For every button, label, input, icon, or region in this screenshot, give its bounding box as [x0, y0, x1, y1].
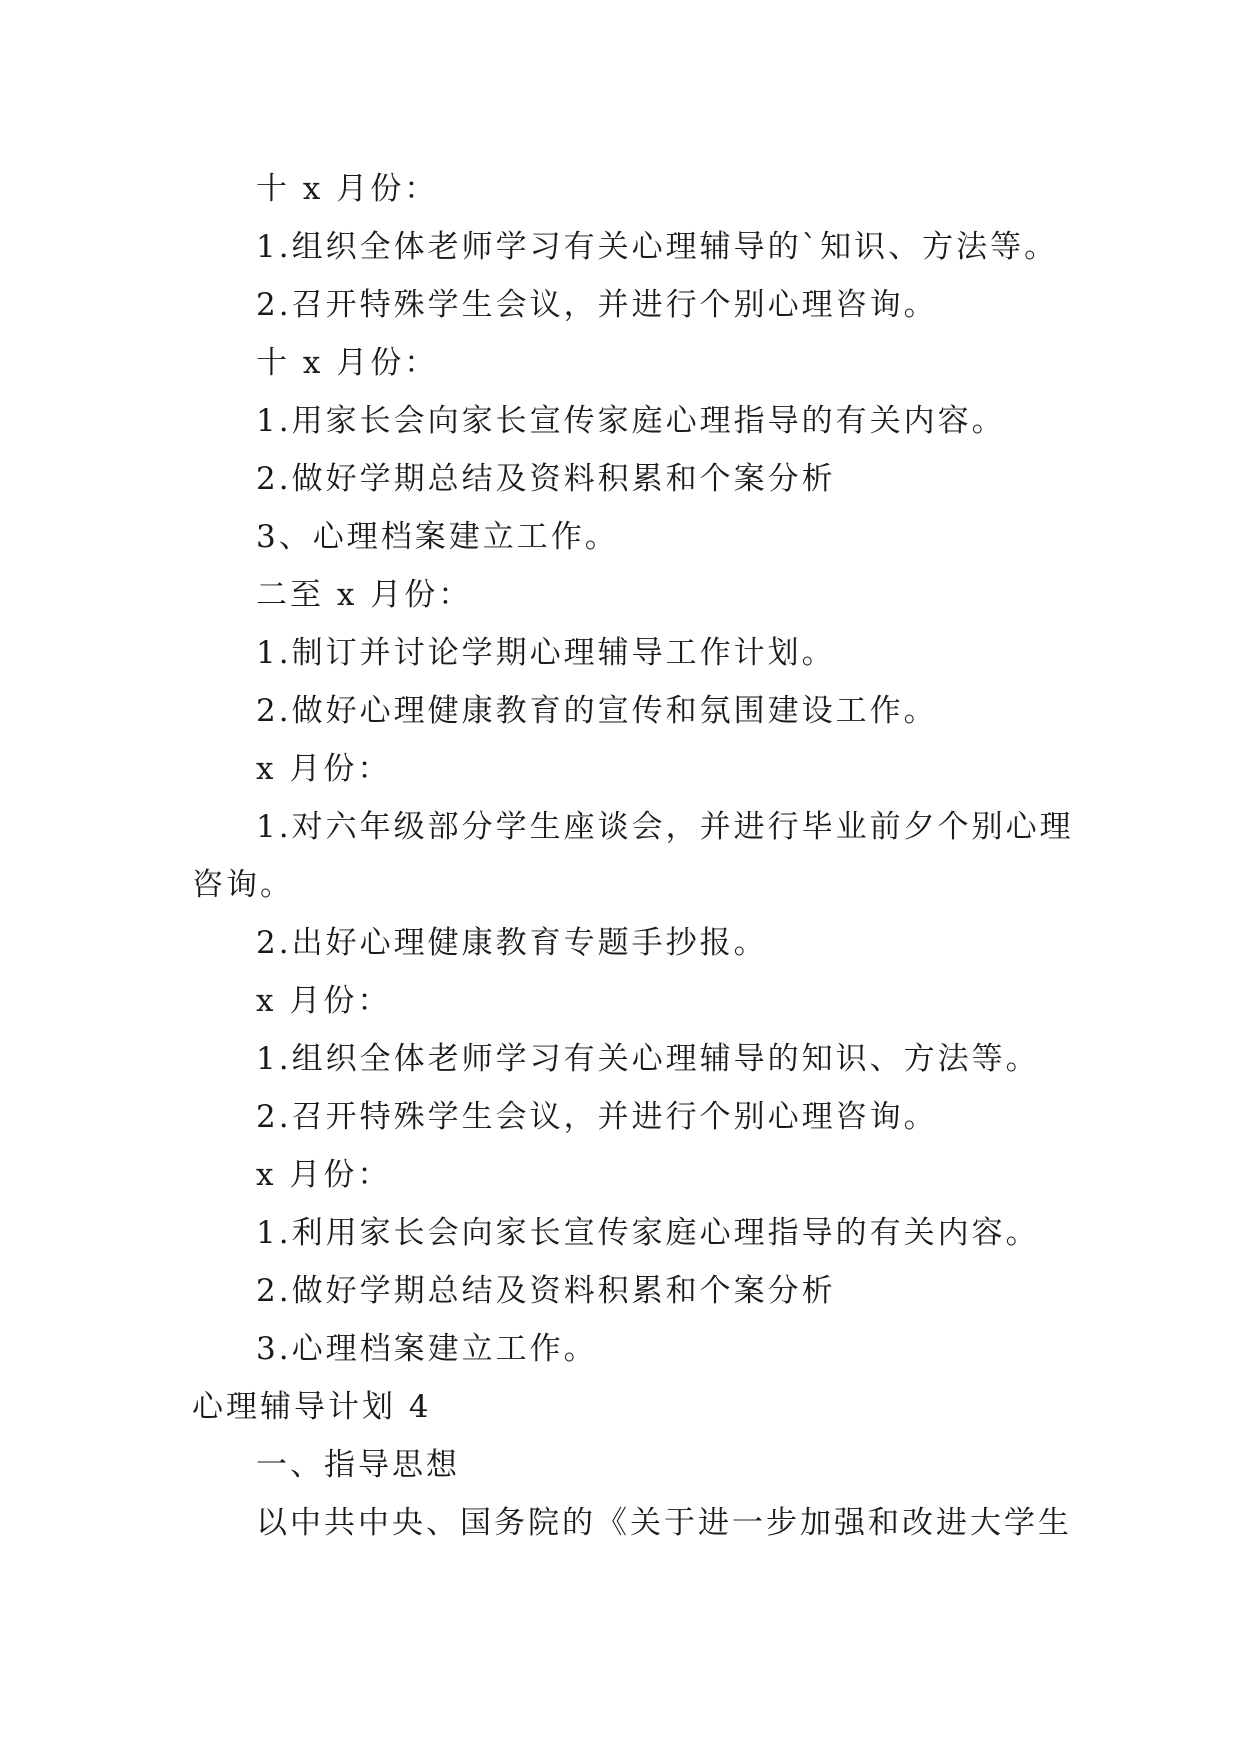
plan-item: 2.做好学期总结及资料积累和个案分析	[256, 1273, 836, 1309]
month-heading-5: x 月份：	[256, 983, 392, 1019]
plan-item: 2.召开特殊学生会议，并进行个别心理咨询。	[256, 1099, 938, 1135]
month-heading-3: 二至 x 月份：	[256, 577, 473, 613]
plan-item: 2.召开特殊学生会议，并进行个别心理咨询。	[256, 287, 938, 323]
plan-item: 1.制订并讨论学期心理辅导工作计划。	[256, 635, 836, 671]
month-heading-1: 十 x 月份：	[256, 171, 439, 207]
subsection-heading: 一、指导思想	[256, 1447, 460, 1483]
plan-item: 3.心理档案建立工作。	[256, 1331, 598, 1367]
section-title: 心理辅导计划 4	[192, 1389, 432, 1425]
plan-item: 1.用家长会向家长宣传家庭心理指导的有关内容。	[256, 403, 1006, 439]
plan-item: 3、心理档案建立工作。	[256, 519, 619, 555]
month-heading-2: 十 x 月份：	[256, 345, 439, 381]
plan-item: 1.组织全体老师学习有关心理辅导的知识、方法等。	[256, 1041, 1040, 1077]
plan-item: 2.做好心理健康教育的宣传和氛围建设工作。	[256, 693, 938, 729]
month-heading-6: x 月份：	[256, 1157, 392, 1193]
month-heading-4: x 月份：	[256, 751, 392, 787]
paragraph-text: 以中共中央、国务院的《关于进一步加强和改进大学生	[256, 1505, 1072, 1541]
plan-item: 2.做好学期总结及资料积累和个案分析	[256, 461, 836, 497]
plan-item: 1.组织全体老师学习有关心理辅导的`知识、方法等。	[256, 229, 1059, 265]
plan-item: 2.出好心理健康教育专题手抄报。	[256, 925, 768, 961]
plan-item-continuation: 咨询。	[192, 867, 294, 903]
document-body	[192, 160, 1074, 1552]
plan-item: 1.对六年级部分学生座谈会，并进行毕业前夕个别心理	[256, 809, 1074, 845]
plan-item: 1.利用家长会向家长宣传家庭心理指导的有关内容。	[256, 1215, 1040, 1251]
